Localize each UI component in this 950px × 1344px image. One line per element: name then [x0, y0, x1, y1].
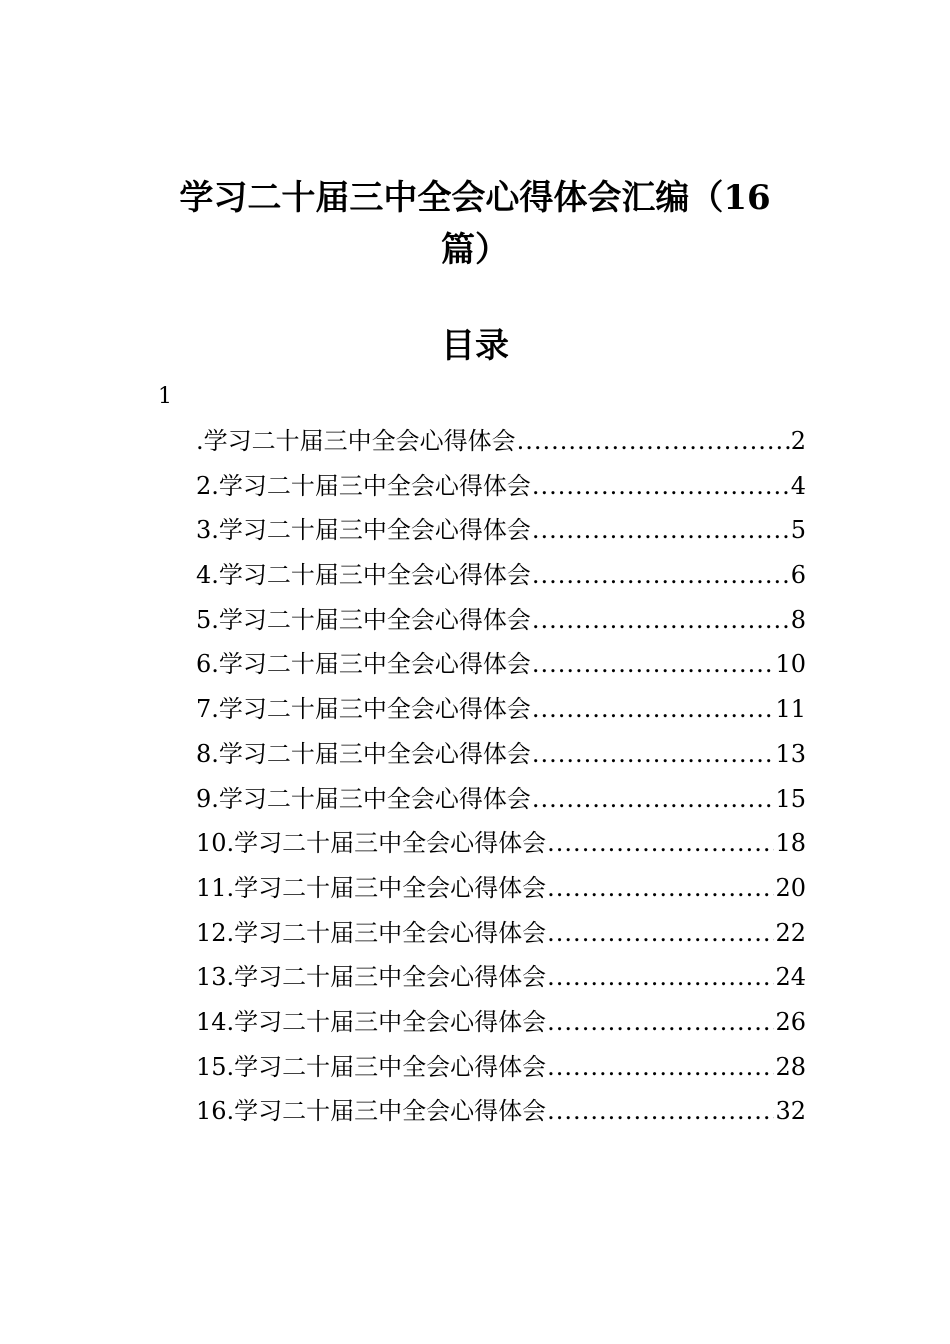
- toc-entry[interactable]: [196, 821, 806, 866]
- toc-page-number: 11: [775, 695, 806, 724]
- toc-page-number: 28: [775, 1052, 806, 1081]
- toc-leader-dots: [532, 508, 790, 552]
- toc-heading: 目录: [441, 326, 509, 366]
- toc-entry-label: 7.学习二十届三中全会心得体会: [196, 695, 531, 724]
- toc-page-number: 24: [775, 963, 806, 992]
- toc-page-number: 4: [790, 471, 806, 500]
- toc-page-number: 8: [790, 605, 806, 634]
- toc-entry-label: 16.学习二十届三中全会心得体会: [196, 1097, 547, 1126]
- toc-entry[interactable]: [196, 777, 806, 822]
- toc-entry-label: 3.学习二十届三中全会心得体会: [196, 516, 531, 545]
- toc-leader-dots: [532, 598, 790, 642]
- toc-page-number: 13: [775, 739, 806, 768]
- toc-entry[interactable]: [196, 464, 806, 509]
- toc-entry-label: 5.学习二十届三中全会心得体会: [196, 605, 531, 634]
- toc-page-number: 22: [775, 918, 806, 947]
- toc-leader-dots: [532, 777, 775, 821]
- toc-entry[interactable]: [196, 642, 806, 687]
- toc-page-number: 6: [790, 561, 806, 590]
- toc-entry-label: 2.学习二十届三中全会心得体会: [196, 471, 531, 500]
- toc-entry-label: .学习二十届三中全会心得体会: [196, 427, 516, 455]
- toc-entry-label: 11.学习二十届三中全会心得体会: [196, 873, 547, 902]
- toc-leader-dots: [547, 911, 774, 955]
- toc-entry[interactable]: [196, 598, 806, 643]
- toc-entry-label: 15.学习二十届三中全会心得体会: [196, 1052, 547, 1081]
- toc-entry[interactable]: [196, 419, 806, 464]
- toc-entry-label: 9.学习二十届三中全会心得体会: [196, 784, 531, 813]
- toc-page-number: 18: [775, 829, 806, 858]
- toc-entry[interactable]: [196, 553, 806, 598]
- toc-entry-label: 4.学习二十届三中全会心得体会: [196, 561, 531, 590]
- toc-leader-dots: [532, 687, 775, 731]
- toc-leader-dots: [547, 1089, 774, 1133]
- toc-leader-dots: [532, 732, 775, 776]
- toc-list: [196, 419, 806, 1134]
- toc-entry[interactable]: [196, 955, 806, 1000]
- toc-page-number: 26: [775, 1007, 806, 1036]
- toc-page-number: 10: [775, 650, 806, 679]
- toc-entry[interactable]: [196, 687, 806, 732]
- toc-leader-dots: [517, 419, 790, 463]
- stray-number: 1: [158, 384, 172, 409]
- toc-entry[interactable]: [196, 508, 806, 553]
- toc-leader-dots: [547, 821, 774, 865]
- toc-leader-dots: [547, 1000, 774, 1044]
- toc-leader-dots: [547, 866, 774, 910]
- toc-page-number: 20: [775, 873, 806, 902]
- toc-entry-label: 12.学习二十届三中全会心得体会: [196, 918, 547, 947]
- toc-leader-dots: [547, 1045, 774, 1089]
- toc-entry-label: 13.学习二十届三中全会心得体会: [196, 963, 547, 992]
- toc-leader-dots: [532, 642, 775, 686]
- toc-page-number: 5: [790, 516, 806, 545]
- toc-entry[interactable]: [196, 1089, 806, 1134]
- toc-entry-label: 8.学习二十届三中全会心得体会: [196, 739, 531, 768]
- page-title: 学习二十届三中全会心得体会汇编（16篇）: [179, 178, 771, 270]
- toc-entry[interactable]: [196, 866, 806, 911]
- toc-leader-dots: [532, 553, 790, 597]
- toc-page-number: 2: [790, 427, 806, 455]
- toc-leader-dots: [532, 464, 790, 508]
- toc-page-number: 15: [775, 784, 806, 813]
- toc-entry[interactable]: [196, 1000, 806, 1045]
- toc-entry[interactable]: [196, 732, 806, 777]
- toc-entry[interactable]: [196, 911, 806, 956]
- toc-entry[interactable]: [196, 1045, 806, 1090]
- toc-page-number: 32: [775, 1097, 806, 1126]
- toc-entry-label: 6.学习二十届三中全会心得体会: [196, 650, 531, 679]
- toc-leader-dots: [547, 955, 774, 999]
- toc-entry-label: 10.学习二十届三中全会心得体会: [196, 829, 547, 858]
- toc-entry-label: 14.学习二十届三中全会心得体会: [196, 1007, 547, 1036]
